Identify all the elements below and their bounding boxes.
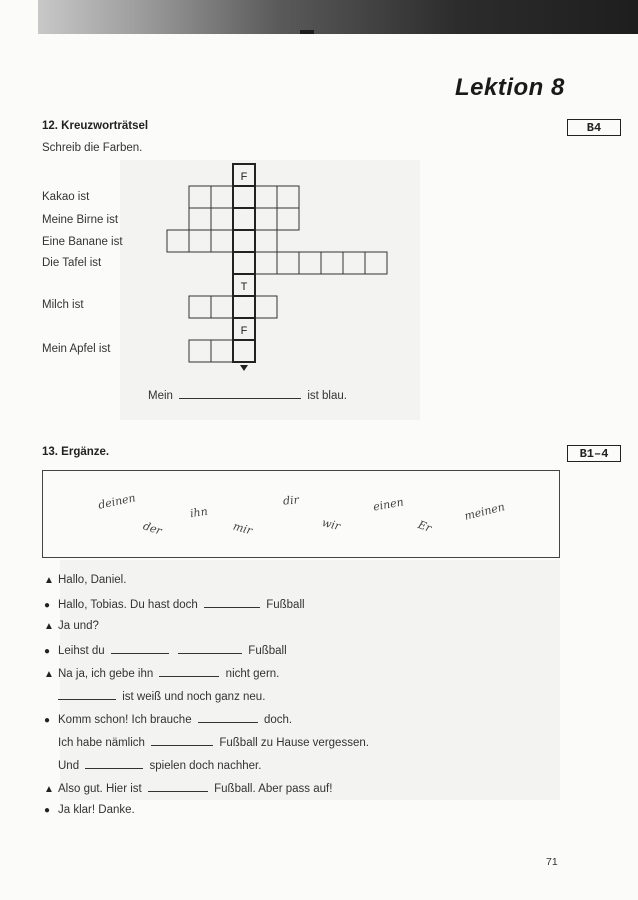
given-letter: T — [240, 281, 248, 293]
crossword-cell — [299, 252, 321, 274]
given-letter: F — [240, 171, 248, 183]
dialogue-line: ist weiß und noch ganz neu. — [44, 689, 265, 703]
solution-sentence — [148, 388, 347, 402]
word-option: mir — [231, 519, 254, 538]
exercise-13-badge: B1–4 — [567, 445, 621, 462]
crossword-cell — [277, 252, 299, 274]
clue-6: Mein Apfel ist — [42, 343, 111, 355]
word-option: der — [141, 519, 164, 538]
answer-blank[interactable] — [111, 643, 169, 654]
exercise-12-title: 12. Kreuzworträtsel — [42, 120, 149, 132]
dialogue-line: ▲ Also gut. Hier ist Fußball. Aber pass auf! — [44, 783, 333, 795]
speaker-triangle-icon: ▲ — [44, 575, 54, 586]
given-letter: F — [240, 325, 248, 337]
speaker-circle-icon: ● — [44, 715, 51, 726]
word-option: ihn — [189, 504, 209, 521]
dialogue-line: ▲ Hallo, Daniel. — [44, 574, 127, 586]
answer-blank[interactable] — [159, 666, 219, 677]
dialogue-line: ▲ Ja und? — [44, 620, 99, 632]
answer-blank[interactable] — [178, 643, 242, 654]
solution-cell — [233, 230, 255, 252]
dialogue-line: Und spielen doch nachher. — [58, 760, 262, 772]
sentence-end: ist blau. — [307, 390, 347, 402]
crossword-grid — [0, 0, 638, 420]
clue-2: Meine Birne ist — [42, 214, 119, 226]
crossword-cell — [343, 252, 365, 274]
solution-cell — [233, 296, 255, 318]
dialogue-line: ● Hallo, Tobias. Du hast doch Fußball — [44, 599, 305, 611]
exercise-12-instruction: Schreib die Farben. — [42, 142, 143, 154]
speaker-circle-icon: ● — [44, 805, 51, 816]
crossword-cell — [255, 186, 277, 208]
crossword-cell — [189, 208, 211, 230]
exercise-13-title: 13. Ergänze. — [42, 446, 110, 458]
solution-cell — [233, 252, 255, 274]
speaker-triangle-icon: ▲ — [44, 784, 54, 795]
word-option: dir — [282, 493, 300, 508]
crossword-cell — [189, 296, 211, 318]
dialogue-line: ▲ Na ja, ich gebe ihn nicht gern. — [44, 668, 280, 680]
crossword-cell — [277, 186, 299, 208]
word-option: einen — [372, 495, 405, 514]
solution-cell — [233, 186, 255, 208]
speaker-triangle-icon: ▲ — [44, 621, 54, 632]
crossword-cell — [255, 252, 277, 274]
crossword-cell — [211, 208, 233, 230]
crossword-cell — [167, 230, 189, 252]
answer-blank[interactable] — [58, 689, 116, 700]
clue-4: Die Tafel ist — [42, 257, 102, 269]
crossword-cell — [189, 186, 211, 208]
crossword-cell — [277, 208, 299, 230]
dialogue-line: ● Leihst du Fußball — [44, 645, 287, 657]
answer-blank[interactable] — [179, 388, 301, 399]
speaker-circle-icon: ● — [44, 600, 51, 611]
clue-1: Kakao ist — [42, 191, 90, 203]
page-number: 71 — [546, 856, 558, 868]
crossword-cell — [211, 230, 233, 252]
answer-blank[interactable] — [151, 735, 213, 746]
crossword-cell — [211, 186, 233, 208]
word-option: wir — [320, 515, 342, 534]
clue-3: Eine Banane ist — [42, 236, 123, 248]
word-option: Er — [416, 518, 434, 535]
answer-blank[interactable] — [198, 712, 258, 723]
crossword-cell — [211, 296, 233, 318]
crossword-cell — [189, 340, 211, 362]
answer-blank[interactable] — [148, 781, 208, 792]
crossword-cell — [255, 230, 277, 252]
solution-cell — [233, 340, 255, 362]
dialogue-line: ● Ja klar! Danke. — [44, 804, 135, 816]
exercise-12-badge: B4 — [567, 119, 621, 136]
solution-cell — [233, 208, 255, 230]
speaker-circle-icon: ● — [44, 646, 51, 657]
crossword-cell — [321, 252, 343, 274]
crossword-cell — [189, 230, 211, 252]
crossword-cell — [365, 252, 387, 274]
answer-blank[interactable] — [204, 597, 260, 608]
sentence-start: Mein — [148, 390, 173, 402]
crossword-cell — [211, 340, 233, 362]
arrow-down-icon — [240, 365, 248, 371]
crossword-cell — [255, 296, 277, 318]
dialogue-line: ● Komm schon! Ich brauche doch. — [44, 714, 293, 726]
answer-blank[interactable] — [85, 758, 143, 769]
clue-5: Milch ist — [42, 299, 84, 311]
word-option: deinen — [97, 491, 137, 512]
speaker-triangle-icon: ▲ — [44, 669, 54, 680]
word-option: meinen — [463, 500, 507, 523]
lesson-title: Lektion 8 — [455, 74, 565, 101]
dialogue-line: Ich habe nämlich Fußball zu Hause vergessen. — [58, 737, 369, 749]
crossword-cell — [255, 208, 277, 230]
